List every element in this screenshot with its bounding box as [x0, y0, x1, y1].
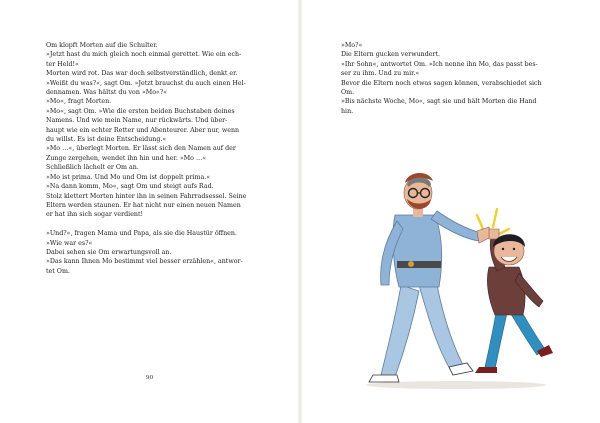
- left-page-text-line: »Das kann Ihnen Mo bestimmt viel besser erzählen«, antwor-: [46, 258, 243, 266]
- left-page-text-line: »Weißt du was?«, sagt Om. »Jetzt brauchst du auch einen Hel-: [46, 79, 246, 87]
- right-page-text-line: hin.: [341, 107, 354, 115]
- adult-figure: [369, 173, 491, 382]
- right-page-text: [341, 41, 567, 116]
- right-page-text-line: »Mo?«: [341, 42, 363, 49]
- left-page-text-line: Zunge zergehen, wendet ihn hin und her. »Mo …«: [46, 154, 207, 162]
- left-page-text-line: Schließlich lächelt er Om an.: [46, 164, 139, 172]
- left-page-text-line: »Mo«, sagt Om. »Wie die ersten beiden Buchstaben deines: [46, 107, 235, 115]
- page-number: 90: [145, 375, 154, 381]
- left-page-text-line: »Na dann komm, Mo«, sagt Om und steigt aufs Rad.: [46, 183, 214, 191]
- paragraph-gap: [46, 220, 268, 229]
- child-figure: [475, 229, 553, 373]
- left-page-text-line: Namens. Und wie mein Name, nur rückwärts. Und über-: [46, 117, 228, 125]
- right-page-text-line: Om.: [341, 89, 355, 97]
- left-page: [0, 0, 299, 423]
- left-page-text-line: ter Held!«: [46, 60, 79, 68]
- right-page: [301, 0, 600, 423]
- left-page-text-line: Stolz klettert Morten hinter ihn in seinen Fahrradsessel. Seine: [46, 192, 247, 200]
- left-page-text-line: »Jetzt hast du mich gleich noch einmal gerettet. Wie ein ech-: [46, 51, 242, 59]
- right-page-text-line: Bevor die Eltern noch etwas sagen können, verabschiedet sich: [341, 79, 542, 87]
- left-page-text-line: Eltern werden staunen. Er hat nicht nur einen neuen Namen: [46, 201, 241, 209]
- left-page-text-line: »Mo«, fragt Morten.: [46, 98, 112, 106]
- left-page-text-line: tet Om.: [46, 267, 70, 275]
- right-page-text-line: Die Eltern gucken verwundert.: [341, 51, 441, 59]
- left-page-text-line: haupt wie ein echter Retter und Abenteurer. Aber nur, wenn: [46, 126, 240, 134]
- left-page-text-line: Morten wird rot. Das war doch selbstverständlich, denkt er.: [46, 70, 238, 78]
- left-page-text-line: »Wie war es?«: [46, 239, 93, 247]
- left-page-text: [46, 41, 268, 276]
- left-page-text-line: er hat ihn sich sogar verdient!: [46, 211, 144, 219]
- left-page-text-line: »Mo …«, überlegt Morten. Er lässt sich den Namen auf der: [46, 145, 236, 153]
- left-page-text-line: »Und?«, fragen Mama und Papa, als sie die Haustür öffnen.: [46, 230, 237, 238]
- book-gutter: [297, 0, 303, 423]
- right-page-text-line: »Ihr Sohn«, antwortet Om. »Ich nenne ihn Mo, das passt bes-: [341, 60, 538, 68]
- left-page-text-line: Om klopft Morten auf die Schulter.: [46, 42, 158, 49]
- high-five-illustration: [351, 135, 561, 395]
- left-page-text-line: dennamen. Was hältst du von »Mo«?«: [46, 89, 168, 97]
- right-page-text-line: »Bis nächste Woche, Mo«, sagt sie und hält Morten die Hand: [341, 98, 537, 106]
- left-page-text-line: Dabei sehen sie Om erwartungsvoll an.: [46, 248, 172, 256]
- child-hand: [489, 229, 499, 239]
- left-page-text-line: »Mo ist prima. Und Mo und Om ist doppelt prima.«: [46, 173, 211, 181]
- left-page-text-line: du willst. Es ist deine Entscheidung.«: [46, 136, 167, 144]
- right-page-text-line: ser zu ihm. Und zu mir.«: [341, 70, 420, 78]
